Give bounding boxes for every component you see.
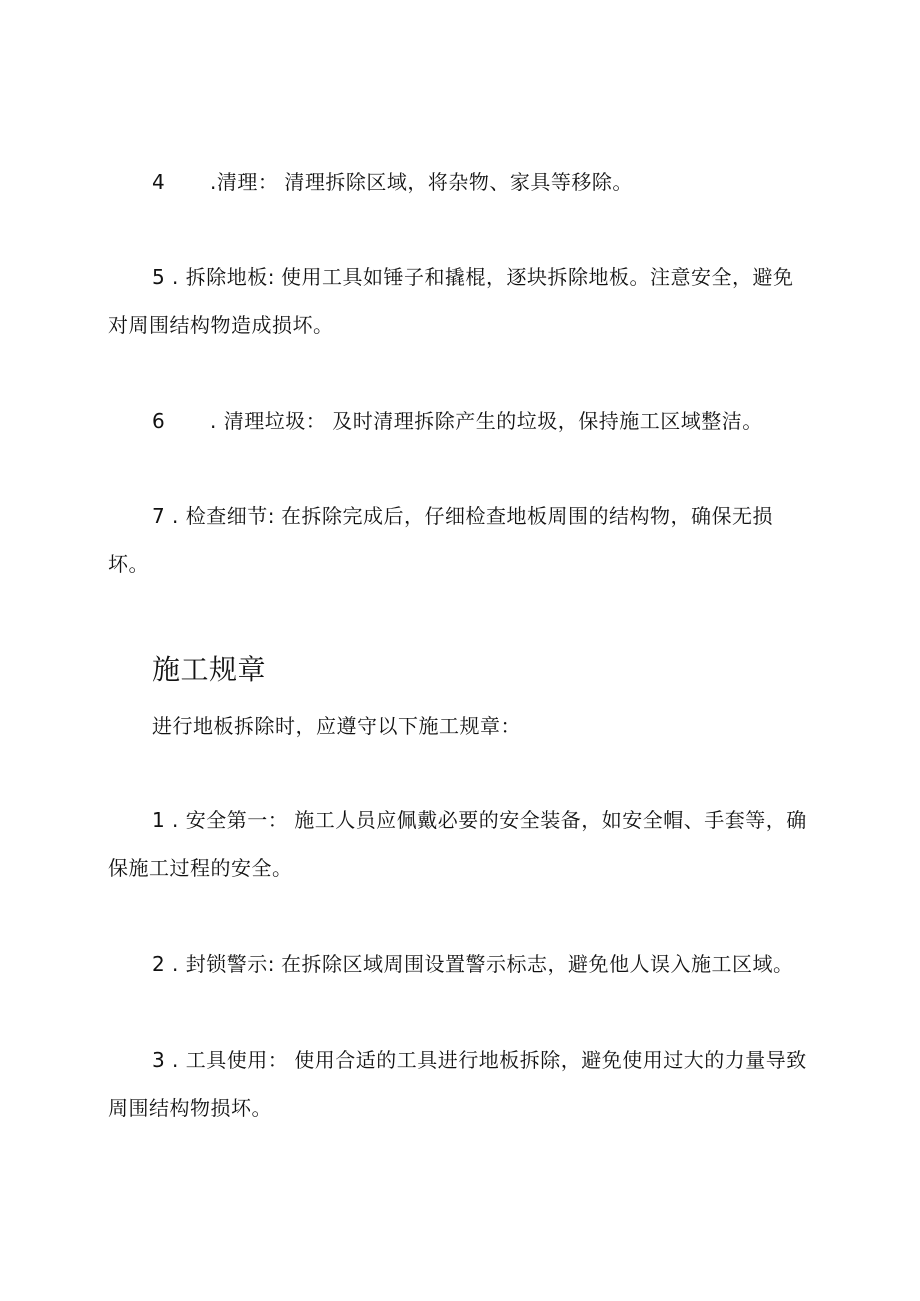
rule-number: 3	[152, 1048, 166, 1072]
rule-title: . 工具使用：	[172, 1048, 289, 1072]
step-item-7	[108, 492, 810, 588]
rule-text: 在拆除区域周围设置警示标志，避免他人误入施工区域。	[280, 952, 794, 976]
rule-text: 使用合适的工具进行地板拆除，避免使用过大的力量导致周围结构物损坏。	[108, 1048, 807, 1120]
section-intro: 进行地板拆除时，应遵守以下施工规章：	[152, 714, 521, 738]
step-title: . 清理垃圾：	[210, 409, 327, 433]
rule-number: 2	[152, 952, 166, 976]
step-number: 5	[152, 265, 166, 289]
rule-item-3	[108, 1036, 810, 1132]
rule-text: 施工人员应佩戴必要的安全装备，如安全帽、手套等，确保施工过程的安全。	[108, 808, 807, 880]
rule-item-1	[108, 796, 810, 892]
step-item-6	[108, 397, 810, 445]
rule-title: . 安全第一：	[172, 808, 289, 832]
rule-number: 1	[152, 808, 166, 832]
step-title: .清理：	[210, 170, 279, 194]
step-number: 6	[152, 409, 166, 433]
step-title: . 拆除地板:	[172, 265, 275, 289]
step-text: 在拆除完成后，仔细检查地板周围的结构物，确保无损坏。	[108, 504, 773, 576]
step-title: . 检查细节:	[172, 504, 275, 528]
step-item-5	[108, 253, 810, 349]
section-heading: 施工规章	[152, 653, 267, 686]
rule-title: . 封锁警示:	[172, 952, 275, 976]
step-number: 4	[152, 170, 166, 194]
step-text: 使用工具如锤子和撬棍，逐块拆除地板。注意安全，避免对周围结构物造成损坏。	[108, 265, 794, 337]
step-number: 7	[152, 504, 166, 528]
step-text: 及时清理拆除产生的垃圾，保持施工区域整洁。	[332, 409, 763, 433]
rule-item-2	[108, 940, 810, 988]
step-text: 清理拆除区域，将杂物、家具等移除。	[284, 170, 633, 194]
step-item-4	[108, 158, 810, 206]
